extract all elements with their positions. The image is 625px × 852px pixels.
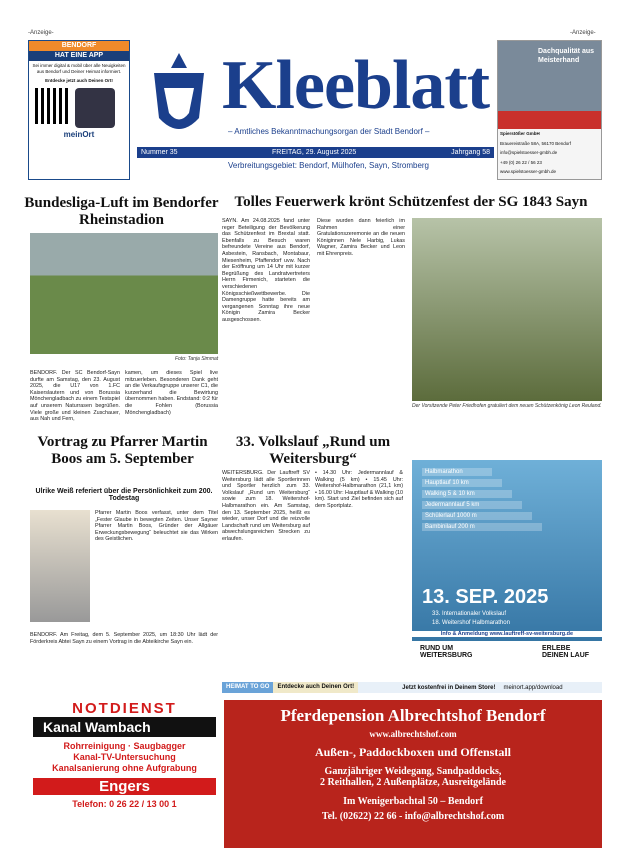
issue-number: Nummer 35	[141, 149, 178, 156]
coat-of-arms-icon	[139, 48, 219, 143]
roofing-logo	[498, 111, 601, 129]
roofing-email: info@spielstoesser-gmbh.de	[500, 150, 558, 155]
banner-url[interactable]: meinort.app/download	[503, 684, 563, 691]
pferd-line-1: Außen-, Paddockboxen und Offenstall	[314, 745, 512, 759]
article-4-text-2: • 14.30 Uhr: Jedermannlauf & Walking (5 km) • 15.45 Uhr: Weitershof-Halbmarathon (21,1 km) • 16.00 Uhr: Hauptlauf & Walking (10 km). Start und Ziel befinden sich auf dem Sportplatz.	[315, 470, 403, 509]
notdienst-line-2: Kanal-TV-Untersuchung	[73, 752, 176, 762]
pastor-portrait	[30, 510, 90, 622]
issue-bar	[137, 147, 494, 158]
poster-date: 13. SEP. 2025	[422, 586, 549, 608]
notdienst-name: Kanal Wambach	[33, 717, 216, 737]
poster-row: Walking 5 & 10 km	[422, 490, 512, 498]
pferd-title: Pferdepension Albrechtshof Bendorf	[280, 706, 546, 725]
banner-entdecke: Entdecke auch Deinen Ort!	[273, 682, 358, 693]
shooting-club-photo	[412, 218, 602, 401]
app-ad-title: BENDORF	[29, 41, 129, 51]
notdienst-head: NOTDIENST	[33, 700, 216, 717]
poster-line: 33. Internationaler Volkslauf	[432, 611, 507, 617]
notdienst-tel: Telefon: 0 26 22 / 13 00 1	[72, 799, 177, 809]
roofing-address: Brauereistraße 58A, 56170 Bendorf	[500, 140, 572, 146]
article-1-title: Bundesliga-Luft im Bendorfer Rheinstadion	[24, 195, 219, 228]
article-4-title: 33. Volkslauf „Rund um Weitersburg“	[235, 434, 391, 467]
pferd-web: www.albrechtshof.com	[369, 729, 457, 739]
app-ad-cta: Entdecke jetzt auch Deinen Ort!	[45, 78, 113, 83]
poster-line-2: 18. Weitershof Halbmarathon	[432, 620, 510, 626]
article-2-title: Tolles Feuerwerk krönt Schützenfest der SG 1843 Sayn	[234, 194, 588, 210]
anzeige-label: -Anzeige-	[28, 30, 54, 36]
banner-heimat: HEIMAT TO GO	[222, 682, 273, 693]
pferd-line-5: Tel. (02622) 22 66 - info@albrechtshof.com	[321, 811, 505, 822]
anzeige-label: -Anzeige-	[570, 30, 596, 36]
article-2-text: SAYN. Am 24.08.2025 fand unter reger Beteiligung der Bevölkerung das Schützenfest im Brextal statt. Ebenfalls zu Besuch waren befreundete Vereine aus Bendorf, Asbestein, Ransbach, Montabaur, Miesenheim, Pfaffendorf uvw. Nach der Eröffnung um 14 Uhr mit kurzer Begrüßung des Landratvertreters Herrn Firmenich, starteten die verschiedenen Königsschießwettbewerbe. Die Damengruppe hatte bereits am vergangenen Sonntag ihre neue Königin Zamira Becker ausgeschossen.	[222, 218, 310, 323]
article-4-text: WEITERSBURG. Der Lauftreff SV Weitersburg lädt alle Sportlerinnen und Sportler herzlich zum 33. Volkslauf „Rund um Weitersburg“ sowie zum 18. Weitershof-Halbmarathon ein. Am Samstag, den 13. September 2025, heißt es wieder, unser Dorf und die reizvolle Landschaft rund um Weitersburg auf abwechslungsreichen Strecken zu erlaufen.	[222, 470, 310, 542]
poster-row: Halbmarathon	[422, 468, 492, 476]
roofing-headline: Dachqualität aus Meisterhand	[538, 48, 595, 64]
poster-web: Info & Anmeldung www.lauftreff-sv-weitersburg.de	[412, 631, 602, 637]
photo-credit: Foto: Tanja Simmat	[175, 356, 219, 362]
volkslauf-poster	[412, 460, 602, 678]
article-3-title: Vortrag zu Pfarrer Martin Boos am 5. September	[37, 434, 208, 467]
app-banner[interactable]	[222, 682, 602, 693]
pferd-line-4: Im Wenigerbachtal 50 – Bendorf	[343, 796, 483, 807]
banner-jetzt: Jetzt kostenfrei in Deinem Store!	[402, 684, 496, 691]
article-1-text: BENDORF. Der SC Bendorf-Sayn durfte am Samstag, den 23. August 2025, die U17 von 1.FC Kaiserslautern und von Borussia Mönchengladbach zu einem Testspiel auf unserem Naturrasen begrüßen. Viele große und kleinen Zuschauer, aus Nah und Fern,	[30, 370, 120, 423]
meinort-logo: meinOrt	[63, 129, 95, 139]
app-ad[interactable]	[28, 40, 130, 180]
poster-row: Schülerlauf 1000 m	[422, 512, 532, 520]
article-1-text-2: kamen, um dieses Spiel live mitzuerleben. Besonderen Dank geht an die Verkaufsgruppe unserer C1, die kurzerhand die Bewirtung übernommen haben. Endstand: 0:2 für die Fohlen (Borussia Mönchengladbach)	[125, 370, 218, 416]
distribution-area: Verbreitungsgebiet: Bendorf, Mülhofen, Sayn, Stromberg	[228, 161, 430, 170]
article-3-text: Pfarrer Martin Boos verfasst, unter dem Titel „Fester Glaube in bewegten Zeiten. Unser Sayner Pfarrer Martin Boos, Gründer der Allgäuer Erweckungsbewegung“ beleuchtet sie das Wirken des Geistlichen.	[95, 510, 218, 543]
poster-rund: RUND UM WEITERSBURG	[420, 645, 473, 659]
notdienst-city: Engers	[33, 778, 216, 795]
notdienst-line-1: Rohrreinigung · Saugbagger	[63, 741, 186, 751]
roofing-web: www.spielstoesser-gmbh.de	[500, 169, 557, 174]
masthead-subtitle: – Amtliches Bekanntmachungsorgan der Stadt Bendorf –	[228, 127, 430, 136]
pferd-line-2: Ganzjähriger Weidegang, Sandpaddocks,	[324, 766, 502, 777]
pferd-line-3: 2 Reithallen, 2 Außenplätze, Ausreitgelände	[320, 777, 506, 788]
article-2-text-2: Diese wurden dann feierlich im Rahmen einer Gratulationszeremonie an die neuen Königinnen Nele Harbig, Lukas Wagner, Zamira Becker und Leon mit Ehrenpreis.	[317, 218, 405, 257]
poster-erlebe: ERLEBE DEINEN LAUF	[542, 645, 590, 659]
notdienst-ad[interactable]	[33, 700, 216, 848]
poster-row: Jedermannlauf 5 km	[422, 501, 522, 509]
horse-pension-ad[interactable]	[224, 700, 602, 848]
phone-icon	[75, 88, 115, 128]
issue-date: FREITAG, 29. August 2025	[272, 149, 357, 156]
castle-photo	[498, 41, 601, 111]
poster-row: Hauptlauf 10 km	[422, 479, 502, 487]
roofing-ad[interactable]	[497, 40, 602, 180]
poster-row: Bambinilauf 200 m	[422, 523, 542, 531]
app-ad-text: Sei immer digital & mobil über alle Neuigkeiten aus Bendorf und Deiner Heimat informiert.	[32, 63, 126, 74]
notdienst-line-3: Kanalsanierung ohne Aufgrabung	[52, 763, 197, 773]
app-ad-sub: HAT EINE APP	[29, 51, 129, 61]
article-3-subtitle: Ulrike Weiß referiert über die Persönlichkeit zum 200. Todestag	[35, 488, 213, 502]
issue-volume: Jahrgang 58	[451, 149, 490, 156]
roofing-tel: +49 (0) 26 22 / 56 23	[500, 159, 542, 165]
article-2-caption: Der Vorsitzende Peter Friedhofen gratuliert dem neuen Schützenkönig Leon Reuland.	[412, 403, 602, 409]
qr-code-icon	[35, 88, 71, 124]
article-3-text-2: BENDORF. Am Freitag, dem 5. September 2025, um 18:30 Uhr lädt der Förderkreis Abtei Sayn zu einem Vortrag in die Abteikirche Sayn ein.	[30, 632, 218, 645]
masthead-title: Kleeblatt	[222, 47, 490, 124]
football-photo	[30, 233, 218, 354]
roofing-company: Spierstößer GmbH	[500, 131, 540, 136]
